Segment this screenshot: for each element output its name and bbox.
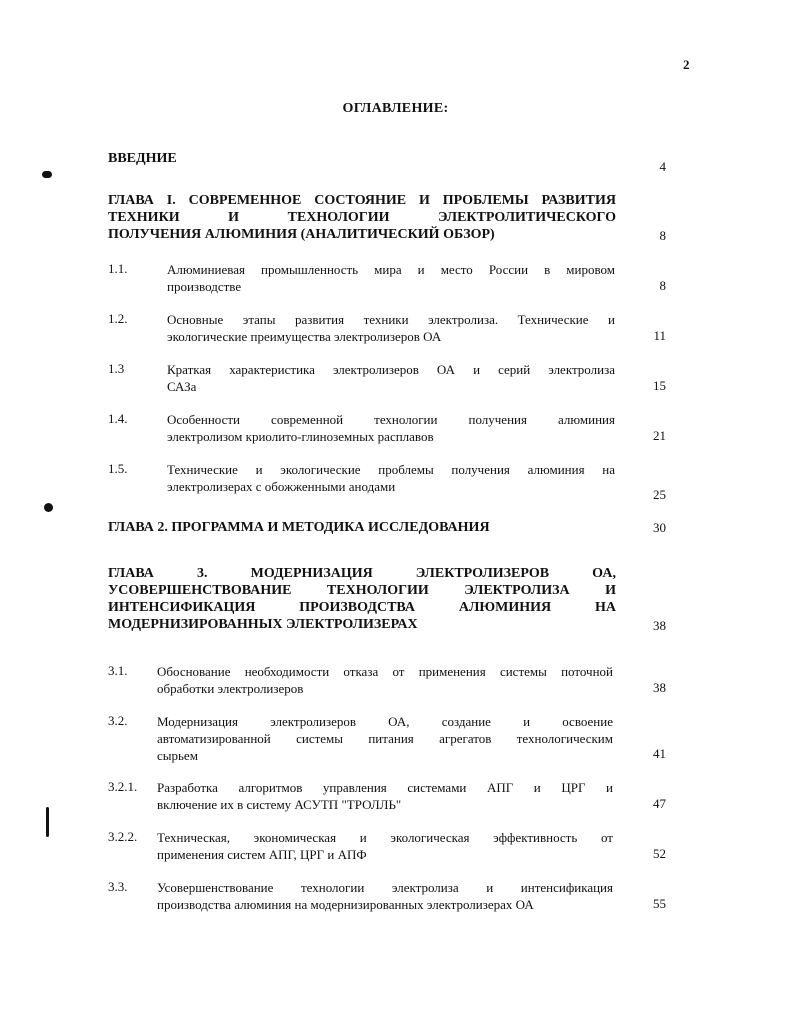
toc-section-page: 52 bbox=[653, 846, 666, 861]
toc-section-page: 8 bbox=[659, 278, 666, 293]
chapter-3-line: МОДЕРНИЗИРОВАННЫХ ЭЛЕКТРОЛИЗЕРАХ bbox=[108, 617, 418, 632]
toc-section-page: 38 bbox=[653, 680, 666, 695]
toc-section-number: 1.5. bbox=[108, 461, 128, 476]
toc-chapter-3-page: 38 bbox=[653, 618, 666, 633]
toc-section-number: 1.4. bbox=[108, 411, 128, 426]
scan-mark-2 bbox=[44, 503, 53, 512]
toc-section-number: 1.2. bbox=[108, 311, 128, 326]
toc-section-title: Модернизация электролизеров ОА, создание и освоение автоматизированной системы питания агрегатов технологическим сырьем bbox=[157, 714, 613, 763]
toc-section-title: Основные этапы развития техники электролиза. Технические и экологические преимущества электролизеров ОА bbox=[167, 312, 615, 344]
toc-section-title: Усовершенствование технологии электролиза и интенсификация производства алюминия на модернизированных электролизерах ОА bbox=[157, 880, 613, 912]
toc-section-page: 11 bbox=[653, 328, 666, 343]
toc-section-title: Разработка алгоритмов управления системами АПГ и ЦРГ и включение их в систему АСУТП "ТРОЛЛЬ" bbox=[157, 780, 613, 812]
toc-section-page: 15 bbox=[653, 378, 666, 393]
toc-section-page: 55 bbox=[653, 896, 666, 911]
chapter-1-line: ГЛАВА I. СОВРЕМЕННОЕ СОСТОЯНИЕ И ПРОБЛЕМЫ РАЗВИТИЯ bbox=[108, 193, 616, 208]
toc-section-number: 3.1. bbox=[108, 663, 128, 678]
toc-section-number: 3.2.2. bbox=[108, 829, 138, 844]
toc-section-page: 21 bbox=[653, 428, 666, 443]
toc-section-page: 41 bbox=[653, 746, 666, 761]
toc-section-number: 3.2. bbox=[108, 713, 128, 728]
toc-section-number: 3.2.1. bbox=[108, 779, 138, 794]
chapter-1-line: ПОЛУЧЕНИЯ АЛЮМИНИЯ (АНАЛИТИЧЕСКИЙ ОБЗОР) bbox=[108, 227, 495, 242]
chapter-3-line: ГЛАВА 3. МОДЕРНИЗАЦИЯ ЭЛЕКТРОЛИЗЕРОВ ОА, bbox=[108, 566, 616, 581]
toc-section-title: Особенности современной технологии получения алюминия электролизом криолито-глиноземных расплавов bbox=[167, 412, 615, 444]
chapter-1-line: ТЕХНИКИ И ТЕХНОЛОГИИ ЭЛЕКТРОЛИТИЧЕСКОГО bbox=[108, 210, 616, 225]
toc-section-title: Технические и экологические проблемы получения алюминия на электролизерах с обожженными анодами bbox=[167, 462, 615, 494]
toc-chapter-1-page: 8 bbox=[659, 228, 666, 243]
toc-section-title: Краткая характеристика электролизеров ОА и серий электролиза САЗа bbox=[167, 362, 615, 394]
chapter-3-line: УСОВЕРШЕНСТВОВАНИЕ ТЕХНОЛОГИИ ЭЛЕКТРОЛИЗА И bbox=[108, 583, 616, 598]
toc-section-number: 1.1. bbox=[108, 261, 128, 276]
scan-mark-1 bbox=[42, 171, 52, 178]
toc-chapter-1 bbox=[108, 192, 616, 243]
toc-title: ОГЛАВЛЕНИЕ: bbox=[342, 101, 449, 116]
toc-section-number: 1.3 bbox=[108, 361, 125, 376]
scan-mark-3 bbox=[46, 807, 49, 837]
toc-section-title: Обоснование необходимости отказа от применения системы поточной обработки электролизеров bbox=[157, 664, 613, 696]
toc-chapter-3 bbox=[108, 565, 616, 633]
toc-intro-label: ВВЕДНИЕ bbox=[108, 151, 177, 166]
page-number: 2 bbox=[683, 57, 690, 72]
toc-intro-page: 4 bbox=[659, 159, 666, 174]
toc-chapter-2: ГЛАВА 2. ПРОГРАММА И МЕТОДИКА ИССЛЕДОВАНИЯ bbox=[108, 520, 490, 535]
toc-chapter-2-page: 30 bbox=[653, 520, 666, 535]
toc-section-page: 25 bbox=[653, 487, 666, 502]
toc-section-title: Алюминиевая промышленность мира и место России в мировом производстве bbox=[167, 262, 615, 294]
toc-section-title: Техническая, экономическая и экологическая эффективность от применения систем АПГ, ЦРГ и АПФ bbox=[157, 830, 613, 862]
chapter-3-line: ИНТЕНСИФИКАЦИЯ ПРОИЗВОДСТВА АЛЮМИНИЯ НА bbox=[108, 600, 616, 615]
toc-section-page: 47 bbox=[653, 796, 666, 811]
toc-section-number: 3.3. bbox=[108, 879, 128, 894]
